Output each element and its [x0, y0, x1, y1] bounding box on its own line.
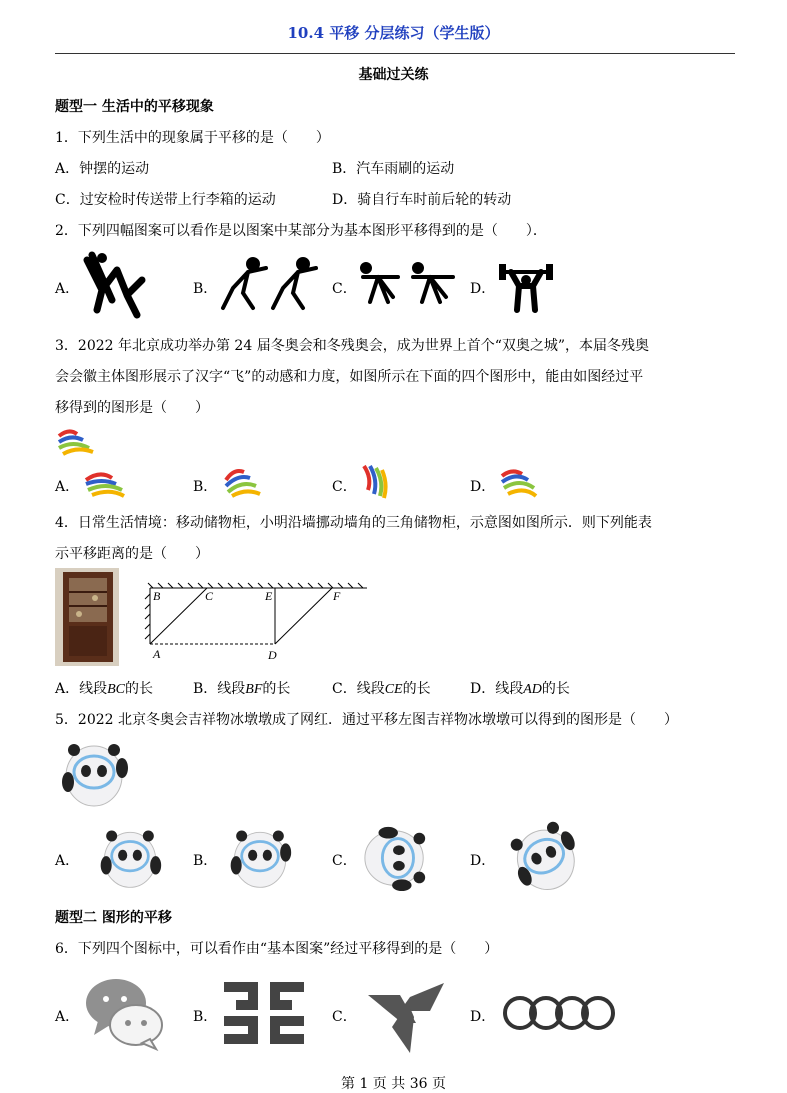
q4-option-d[interactable]: D．线段AD的长	[470, 681, 570, 697]
q3-emblem-d	[498, 466, 538, 498]
q3-line3: 移得到的图形是（ ）	[55, 400, 209, 416]
q3-emblem-c	[358, 464, 390, 500]
q1-stem: 1．下列生活中的现象属于平移的是（ ）	[55, 130, 330, 146]
q4-option-c[interactable]: C．线段CE的长	[332, 681, 431, 697]
q4-point-f: F	[333, 589, 341, 603]
q6-option-a[interactable]: A．	[55, 1009, 80, 1025]
q4-point-e: E	[265, 589, 273, 603]
q6-stem: 6．下列四个图标中，可以看作由“基本图案”经过平移得到的是（ ）	[55, 941, 499, 957]
q5-option-a[interactable]: A．	[55, 853, 80, 869]
q6-option-b[interactable]: B．	[193, 1009, 218, 1025]
q4-diagram	[145, 582, 375, 664]
q5-stem: 5．2022 北京冬奥会吉祥物冰墩墩成了网红．通过平移左图吉祥物冰墩墩可以得到的图形是（ ）	[55, 712, 678, 728]
q2-pictogram-c	[358, 262, 468, 307]
q5-option-c[interactable]: C．	[332, 853, 357, 869]
q5-option-d[interactable]: D．	[470, 853, 496, 869]
q2-pictogram-d	[497, 258, 555, 313]
q2-pictogram-b	[218, 258, 323, 313]
header-rule	[55, 53, 735, 54]
q4-point-c: C	[205, 589, 214, 603]
q3-option-d[interactable]: D．	[470, 479, 496, 495]
section-title: 基础过关练	[358, 67, 429, 83]
type2-heading: 题型二 图形的平移	[55, 910, 172, 926]
q1-option-b[interactable]: B．汽车雨刷的运动	[332, 161, 455, 177]
q5-option-b[interactable]: B．	[193, 853, 218, 869]
q5-mascot-a	[92, 825, 168, 891]
q4-line2: 示平移距离的是（ ）	[55, 546, 209, 562]
q1-option-a[interactable]: A．钟摆的运动	[55, 161, 150, 177]
q2-option-d[interactable]: D．	[470, 281, 496, 297]
q6-icon-d	[500, 995, 624, 1031]
q4-option-b[interactable]: B．线段BF的长	[193, 681, 291, 697]
q3-option-b[interactable]: B．	[193, 479, 218, 495]
q2-stem: 2．下列四幅图案可以看作是以图案中某部分为基本图形平移得到的是（ ）．	[55, 223, 547, 239]
q4-point-a: A	[153, 647, 161, 661]
q1-option-d[interactable]: D．骑自行车时前后轮的转动	[332, 192, 512, 208]
type1-heading: 题型一 生活中的平移现象	[55, 99, 214, 115]
q3-emblem-original	[57, 428, 95, 456]
q4-point-d: D	[268, 648, 277, 662]
q6-icon-b	[222, 980, 306, 1046]
q4-point-b: B	[153, 589, 161, 603]
q3-emblem-b	[222, 466, 262, 498]
q5-mascot-d	[505, 822, 585, 894]
q6-icon-a	[84, 975, 166, 1051]
q2-option-c[interactable]: C．	[332, 281, 357, 297]
q5-mascot-b	[222, 825, 298, 891]
q6-icon-c	[362, 975, 454, 1055]
q3-option-c[interactable]: C．	[332, 479, 357, 495]
q3-option-a[interactable]: A．	[55, 479, 80, 495]
q4-cabinet-photo	[55, 568, 119, 666]
q3-emblem-a	[82, 470, 126, 498]
document-title: 10.4 平移 分层练习（学生版）	[287, 24, 500, 42]
q2-option-a[interactable]: A．	[55, 281, 80, 297]
q5-mascot-original	[58, 738, 130, 810]
q1-option-c[interactable]: C．过安检时传送带上行李箱的运动	[55, 192, 276, 208]
q3-line1: 3．2022 年北京成功举办第 24 届冬奥会和冬残奥会，成为世界上首个“双奥之城”，本届冬残奥	[55, 338, 650, 354]
q2-pictogram-a	[82, 250, 152, 320]
q3-line2: 会会徽主体图形展示了汉字“飞”的动感和力度，如图所示在下面的四个图形中，能由如图经过平	[55, 369, 644, 385]
q4-line1: 4．日常生活情境：移动储物柜，小明沿墙挪动墙角的三角储物柜，示意图如图所示．则下列能表	[55, 515, 652, 531]
q6-option-c[interactable]: C．	[332, 1009, 357, 1025]
q6-option-d[interactable]: D．	[470, 1009, 496, 1025]
page-footer: 第 1 页 共 36 页	[341, 1076, 446, 1092]
q4-option-a[interactable]: A．线段BC的长	[55, 681, 154, 697]
q5-mascot-c	[360, 823, 432, 893]
q2-option-b[interactable]: B．	[193, 281, 218, 297]
